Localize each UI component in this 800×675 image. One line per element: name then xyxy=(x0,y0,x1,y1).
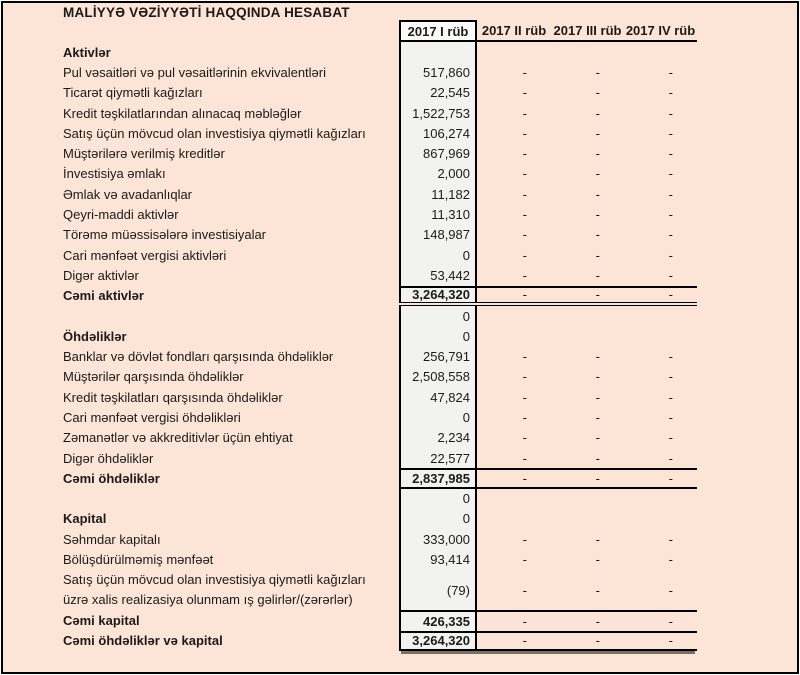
q3-value-cell xyxy=(551,42,624,62)
row-label: Cəmi kapital xyxy=(63,612,140,628)
table-row xyxy=(63,570,697,611)
q2-value-cell xyxy=(477,489,551,509)
q4-value-cell xyxy=(624,326,697,346)
q3-value-cell: - xyxy=(595,186,600,202)
q4-value-cell: - xyxy=(668,227,673,243)
row-label: Müştərilərə verilmiş kreditlər xyxy=(63,146,225,162)
q2-value-cell xyxy=(477,509,551,529)
q4-value-cell: - xyxy=(668,531,673,547)
q1-value-cell: 0 xyxy=(399,245,477,265)
q3-value-cell: - xyxy=(595,470,600,486)
q2-value-cell: - xyxy=(522,349,527,365)
row-label: Cari mənfəət vergisi öhdəlikləri xyxy=(63,409,241,425)
row-values xyxy=(399,164,697,184)
q1-value-cell: 11,182 xyxy=(399,184,477,204)
q3-value-cell: - xyxy=(595,409,600,425)
table-row xyxy=(63,346,697,366)
table-row xyxy=(63,204,697,224)
table-row xyxy=(63,184,697,204)
q3-value-cell: - xyxy=(595,389,600,405)
table-row xyxy=(63,407,697,427)
q2-value-cell: - xyxy=(522,430,527,446)
table-row xyxy=(63,245,697,265)
q2-value-cell: - xyxy=(522,633,527,649)
q4-value-cell: - xyxy=(668,582,673,598)
q3-value-cell: - xyxy=(595,369,600,385)
q2-value-cell: - xyxy=(522,409,527,425)
q3-value-cell: - xyxy=(595,85,600,101)
row-values xyxy=(399,245,697,265)
row-values xyxy=(399,265,697,285)
q1-value-cell: 47,824 xyxy=(399,387,477,407)
q4-value-cell: - xyxy=(668,389,673,405)
row-label: Banklar və dövlət fondları qarşısında öhdəliklər xyxy=(63,349,334,365)
report-title: MALİYYƏ VƏZİYYƏTİ HAQQINDA HESABAT xyxy=(63,5,350,20)
table-row xyxy=(63,143,697,163)
q2-value-cell: - xyxy=(522,105,527,121)
q2-value-cell: - xyxy=(522,369,527,385)
row-label: Qeyri-maddi aktivlər xyxy=(63,207,179,223)
q3-value-cell: - xyxy=(595,105,600,121)
table-row xyxy=(63,306,697,326)
period-header-q2: 2017 II rüb xyxy=(481,22,547,38)
q1-value-cell: 11,310 xyxy=(399,204,477,224)
q2-value-cell: - xyxy=(522,450,527,466)
row-values xyxy=(399,529,697,549)
table-row xyxy=(63,387,697,407)
row-values xyxy=(399,306,697,326)
q3-value-cell: - xyxy=(595,267,600,283)
q2-value-cell xyxy=(477,306,551,326)
row-values xyxy=(399,631,697,651)
q3-value-cell: - xyxy=(595,613,600,629)
q3-value-cell: - xyxy=(595,287,600,303)
table-row xyxy=(63,62,697,82)
row-label: Bölüşdürülməmiş mənfəət xyxy=(63,552,214,568)
q4-value-cell: - xyxy=(668,613,673,629)
q2-value-cell xyxy=(477,326,551,346)
row-values xyxy=(399,509,697,529)
table-row xyxy=(63,509,697,529)
table-row xyxy=(63,103,697,123)
row-label-line1: Satış üçün mövcud olan investisiya qiymətli kağızları xyxy=(63,571,366,587)
row-label: Törəmə müəssisələrə investisiyalar xyxy=(63,227,267,243)
q4-value-cell xyxy=(624,306,697,326)
q1-value-cell: 0 xyxy=(399,306,477,326)
period-header-row xyxy=(63,20,697,42)
q3-value-cell: - xyxy=(595,146,600,162)
q2-value-cell: - xyxy=(522,531,527,547)
row-values xyxy=(399,143,697,163)
row-values xyxy=(399,346,697,366)
q2-value-cell: - xyxy=(522,613,527,629)
table-row xyxy=(63,326,697,346)
q1-value-cell: 333,000 xyxy=(399,529,477,549)
q2-value-cell: - xyxy=(522,166,527,182)
q3-value-cell: - xyxy=(595,207,600,223)
row-label xyxy=(63,306,399,326)
q3-value-cell xyxy=(551,306,624,326)
q1-value-cell: 2,837,985 xyxy=(399,470,477,486)
q3-value-cell xyxy=(551,509,624,529)
q1-value-cell: 2,234 xyxy=(399,428,477,448)
row-label: Aktivlər xyxy=(63,44,111,60)
q3-value-cell: - xyxy=(595,531,600,547)
page xyxy=(1,1,799,674)
q1-value-cell: 3,264,320 xyxy=(399,633,477,649)
q4-value-cell: - xyxy=(668,247,673,263)
row-values xyxy=(399,326,697,346)
q4-value-cell: - xyxy=(668,430,673,446)
q3-value-cell: - xyxy=(595,633,600,649)
row-label: Kredit təşkilatlarından alınacaq məbləğlər xyxy=(63,105,302,121)
q2-value-cell: - xyxy=(522,582,527,598)
table-row xyxy=(63,265,697,285)
row-values xyxy=(399,62,697,82)
row-label: Ticarət qiymətli kağızları xyxy=(63,85,203,101)
row-values xyxy=(399,468,697,488)
row-label: Cari mənfəət vergisi aktivləri xyxy=(63,247,227,263)
table-row xyxy=(63,489,697,509)
q4-value-cell: - xyxy=(668,64,673,80)
row-values xyxy=(399,549,697,569)
table-row xyxy=(63,42,697,62)
table-row xyxy=(63,631,697,651)
row-label: Əmlak və avadanlıqlar xyxy=(63,186,193,202)
q1-value-cell: (79) xyxy=(399,570,477,611)
q3-value-cell xyxy=(551,489,624,509)
period-header-q3: 2017 III rüb xyxy=(553,22,622,38)
row-values xyxy=(399,184,697,204)
q1-value-cell: 106,274 xyxy=(399,123,477,143)
row-label: Zəmanətlər və akkreditivlər üçün ehtiyat xyxy=(63,430,293,446)
q2-value-cell: - xyxy=(522,267,527,283)
row-values xyxy=(399,489,697,509)
q4-value-cell: - xyxy=(668,349,673,365)
q2-value-cell: - xyxy=(522,85,527,101)
q1-value-cell xyxy=(399,42,477,62)
q1-value-cell: 2,508,558 xyxy=(399,367,477,387)
q1-value-cell: 22,545 xyxy=(399,83,477,103)
q1-value-cell: 0 xyxy=(399,407,477,427)
q3-value-cell: - xyxy=(595,247,600,263)
q1-value-cell: 148,987 xyxy=(399,225,477,245)
row-values xyxy=(399,286,697,306)
row-label: Digər aktivlər xyxy=(63,267,139,283)
table-row xyxy=(63,123,697,143)
q1-value-cell: 1,522,753 xyxy=(399,103,477,123)
table-row xyxy=(63,225,697,245)
q2-value-cell: - xyxy=(522,146,527,162)
row-values xyxy=(399,367,697,387)
table-row xyxy=(63,286,697,306)
row-values xyxy=(399,42,697,62)
q4-value-cell: - xyxy=(668,146,673,162)
q1-value-cell: 867,969 xyxy=(399,143,477,163)
q4-value-cell: - xyxy=(668,267,673,283)
q4-value-cell: - xyxy=(668,166,673,182)
table-row xyxy=(63,448,697,468)
financial-table xyxy=(63,20,697,651)
q4-value-cell: - xyxy=(668,470,673,486)
q2-value-cell: - xyxy=(522,125,527,141)
row-values xyxy=(399,610,697,630)
row-values xyxy=(399,225,697,245)
q4-value-cell: - xyxy=(668,105,673,121)
q1-value-cell: 517,860 xyxy=(399,62,477,82)
q2-value-cell: - xyxy=(522,207,527,223)
row-values xyxy=(399,204,697,224)
row-label: Cəmi aktivlər xyxy=(63,288,144,304)
q2-value-cell: - xyxy=(522,389,527,405)
q2-value-cell xyxy=(477,42,551,62)
period-header-q1: 2017 I rüb xyxy=(399,20,477,40)
q1-value-cell: 53,442 xyxy=(399,265,477,285)
q2-value-cell: - xyxy=(522,470,527,486)
q1-value-cell: 0 xyxy=(399,326,477,346)
table-row xyxy=(63,367,697,387)
q4-value-cell: - xyxy=(668,552,673,568)
q3-value-cell: - xyxy=(595,125,600,141)
q4-value-cell: - xyxy=(668,369,673,385)
q1-value-cell: 0 xyxy=(399,509,477,529)
q4-value-cell xyxy=(624,42,697,62)
q3-value-cell: - xyxy=(595,582,600,598)
q3-value-cell: - xyxy=(595,552,600,568)
row-values xyxy=(399,83,697,103)
q1-value-cell: 93,414 xyxy=(399,549,477,569)
q4-value-cell xyxy=(624,489,697,509)
row-values xyxy=(399,387,697,407)
row-values xyxy=(399,570,697,611)
q4-value-cell: - xyxy=(668,450,673,466)
q4-value-cell xyxy=(624,509,697,529)
q3-value-cell: - xyxy=(595,450,600,466)
q4-value-cell: - xyxy=(668,85,673,101)
row-values xyxy=(399,407,697,427)
table-row xyxy=(63,428,697,448)
q2-value-cell: - xyxy=(522,64,527,80)
q2-value-cell: - xyxy=(522,287,527,303)
q3-value-cell: - xyxy=(595,166,600,182)
q4-value-cell: - xyxy=(668,409,673,425)
row-label: Səhmdar kapitalı xyxy=(63,531,161,547)
q4-value-cell: - xyxy=(668,633,673,649)
table-row xyxy=(63,610,697,630)
row-label-line2: üzrə xalis realizasiya olunmam ış gəlirlər/(zərərlər) xyxy=(63,592,353,608)
row-label: Kapital xyxy=(63,511,107,527)
row-label: Satış üçün mövcud olan investisiya qiymətli kağızları xyxy=(63,125,366,141)
row-values xyxy=(399,103,697,123)
row-label: Cəmi öhdəliklər və kapital xyxy=(63,633,223,649)
q4-value-cell: - xyxy=(668,287,673,303)
q2-value-cell: - xyxy=(522,247,527,263)
q4-value-cell: - xyxy=(668,125,673,141)
table-row xyxy=(63,164,697,184)
row-label xyxy=(63,489,399,509)
q2-value-cell: - xyxy=(522,186,527,202)
q2-value-cell: - xyxy=(522,552,527,568)
q1-value-cell: 0 xyxy=(399,489,477,509)
row-values xyxy=(399,428,697,448)
header-spacer xyxy=(63,20,399,42)
q3-value-cell xyxy=(551,326,624,346)
q3-value-cell: - xyxy=(595,64,600,80)
row-label: Cəmi öhdəliklər xyxy=(63,470,160,486)
row-values xyxy=(399,123,697,143)
q1-value-cell: 256,791 xyxy=(399,346,477,366)
q3-value-cell: - xyxy=(595,430,600,446)
q1-value-cell: 22,577 xyxy=(399,448,477,468)
row-label: Öhdəliklər xyxy=(63,328,127,344)
row-values xyxy=(399,448,697,468)
q3-value-cell: - xyxy=(595,349,600,365)
table-row xyxy=(63,549,697,569)
period-headers xyxy=(399,20,697,42)
q1-value-cell: 3,264,320 xyxy=(399,288,477,302)
q4-value-cell: - xyxy=(668,207,673,223)
row-label: Kredit təşkilatları qarşısında öhdəliklər xyxy=(63,389,283,405)
table-row xyxy=(63,529,697,549)
table-row xyxy=(63,83,697,103)
q4-value-cell: - xyxy=(668,186,673,202)
period-header-q4: 2017 IV rüb xyxy=(625,22,696,38)
row-label xyxy=(63,570,399,611)
table-row xyxy=(63,468,697,488)
q1-value-cell: 2,000 xyxy=(399,164,477,184)
q3-value-cell: - xyxy=(595,227,600,243)
q1-value-cell: 426,335 xyxy=(399,612,477,630)
row-label: Müştərilər qarşısında öhdəliklər xyxy=(63,369,244,385)
row-label: İnvestisiya əmlakı xyxy=(63,166,166,182)
row-label: Digər öhdəliklər xyxy=(63,450,154,466)
q2-value-cell: - xyxy=(522,227,527,243)
row-label: Pul vəsaitləri və pul vəsaitlərinin ekvivalentləri xyxy=(63,64,327,80)
